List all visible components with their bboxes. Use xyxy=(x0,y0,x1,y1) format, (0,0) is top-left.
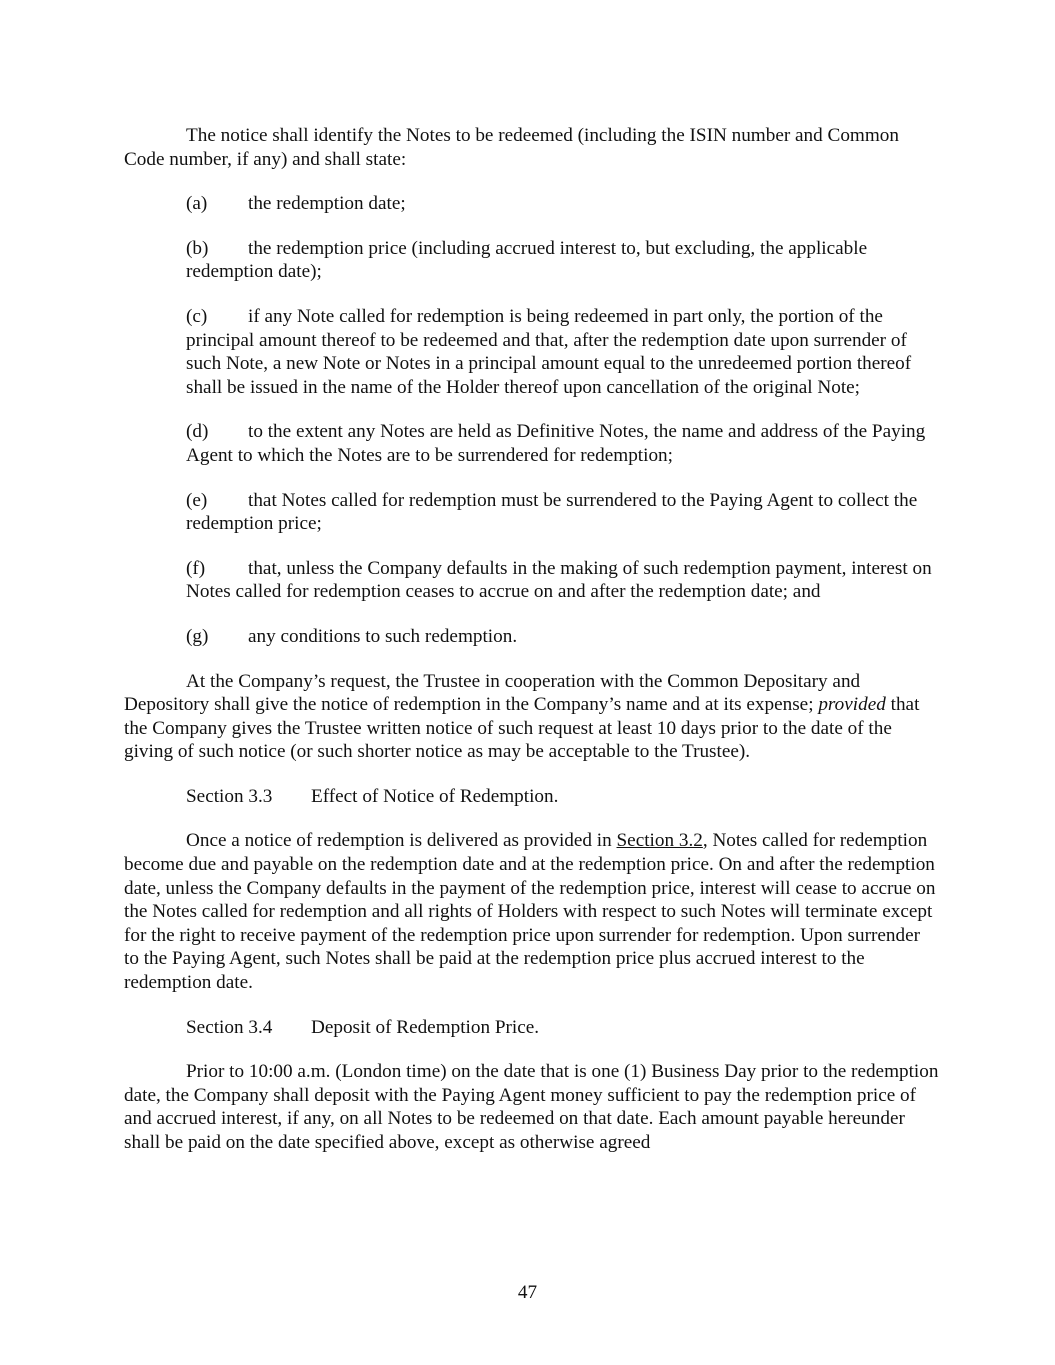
list-item xyxy=(186,489,939,536)
section-3-2-reference[interactable]: Section 3.2 xyxy=(616,830,703,852)
section-number: Section 3.4 xyxy=(186,1016,273,1038)
item-label: (a) xyxy=(186,193,208,215)
effect-text-1: Once a notice of redemption is delivered as provided in xyxy=(186,830,617,852)
list-item xyxy=(186,305,939,399)
page-number: 47 xyxy=(517,1282,538,1303)
item-text: any conditions to such redemption. xyxy=(248,625,518,647)
item-label: (g) xyxy=(186,625,209,647)
section-title: Effect of Notice of Redemption. xyxy=(311,785,559,807)
list-item xyxy=(186,420,939,467)
item-text: the redemption date; xyxy=(248,193,406,215)
request-text-2: that the Company gives the Trustee written notice of such request at least 10 days prior to the date of the giving of such notice (or such shorter notice as may be acceptable to the Trustee). xyxy=(124,694,920,763)
list-item xyxy=(186,237,939,284)
item-label: (f) xyxy=(186,557,206,579)
list-item xyxy=(186,625,939,649)
item-text: the redemption price (including accrued interest to, but excluding, the applicable redemption date); xyxy=(186,237,868,283)
section-title: Deposit of Redemption Price. xyxy=(311,1016,540,1038)
section-number: Section 3.3 xyxy=(186,785,273,807)
section-heading xyxy=(186,1016,939,1040)
item-text: that Notes called for redemption must be surrendered to the Paying Agent to collect the redemption price; xyxy=(186,489,918,535)
item-text: that, unless the Company defaults in the making of such redemption payment, interest on Notes called for redemption ceases to accrue on and after the redemption date; and xyxy=(186,557,932,603)
trustee-request-paragraph xyxy=(124,670,939,764)
provided-term: provided xyxy=(818,694,886,716)
item-text: to the extent any Notes are held as Definitive Notes, the name and address of the Paying Agent to which the Notes are to be surrendered for redemption; xyxy=(186,421,926,466)
item-label: (d) xyxy=(186,421,209,443)
item-text: if any Note called for redemption is being redeemed in part only, the portion of the principal amount thereof to be redeemed and that, after the redemption date upon surrender of such Note, a new Note or Notes in a principal amount equal to the unredeemed portion thereof shall be issued in the name of the Holder thereof upon cancellation of the original Note; xyxy=(186,305,912,398)
intro-paragraph: The notice shall identify the Notes to be redeemed (including the ISIN number and Common Code number, if any) and shall state: xyxy=(124,125,899,170)
item-label: (e) xyxy=(186,489,208,511)
effect-text-2: , Notes called for redemption become due and payable on the redemption date and at the redemption price. On and after the redemption date, unless the Company defaults in the payment of the redemption price, interest will cease to accrue on the Notes called for redemption and all rights of Holders with respect to such Notes will terminate except for the right to receive payment of the redemption price upon surrender for redemption. Upon surrender to the Paying Agent, such Notes shall be paid at the redemption price plus accrued interest to the redemption date. xyxy=(124,830,936,994)
request-text-1: At the Company’s request, the Trustee in cooperation with the Common Depositary and Depository shall give the notice of redemption in the Company’s name and at its expense; xyxy=(124,670,861,716)
list-item xyxy=(186,557,939,604)
document-page xyxy=(124,124,939,1155)
section-heading xyxy=(186,785,939,809)
item-label: (b) xyxy=(186,237,209,259)
item-label: (c) xyxy=(186,305,208,327)
deposit-paragraph: Prior to 10:00 a.m. (London time) on the date that is one (1) Business Day prior to the redemption date, the Company shall deposit with the Paying Agent money sufficient to pay the redemption price of and accrued interest, if any, on all Notes to be redeemed on that date. Each amount payable hereunder shall be paid on the date specified above, except as otherwise agreed xyxy=(124,1061,939,1153)
effect-paragraph xyxy=(124,829,939,994)
list-item xyxy=(186,192,939,216)
